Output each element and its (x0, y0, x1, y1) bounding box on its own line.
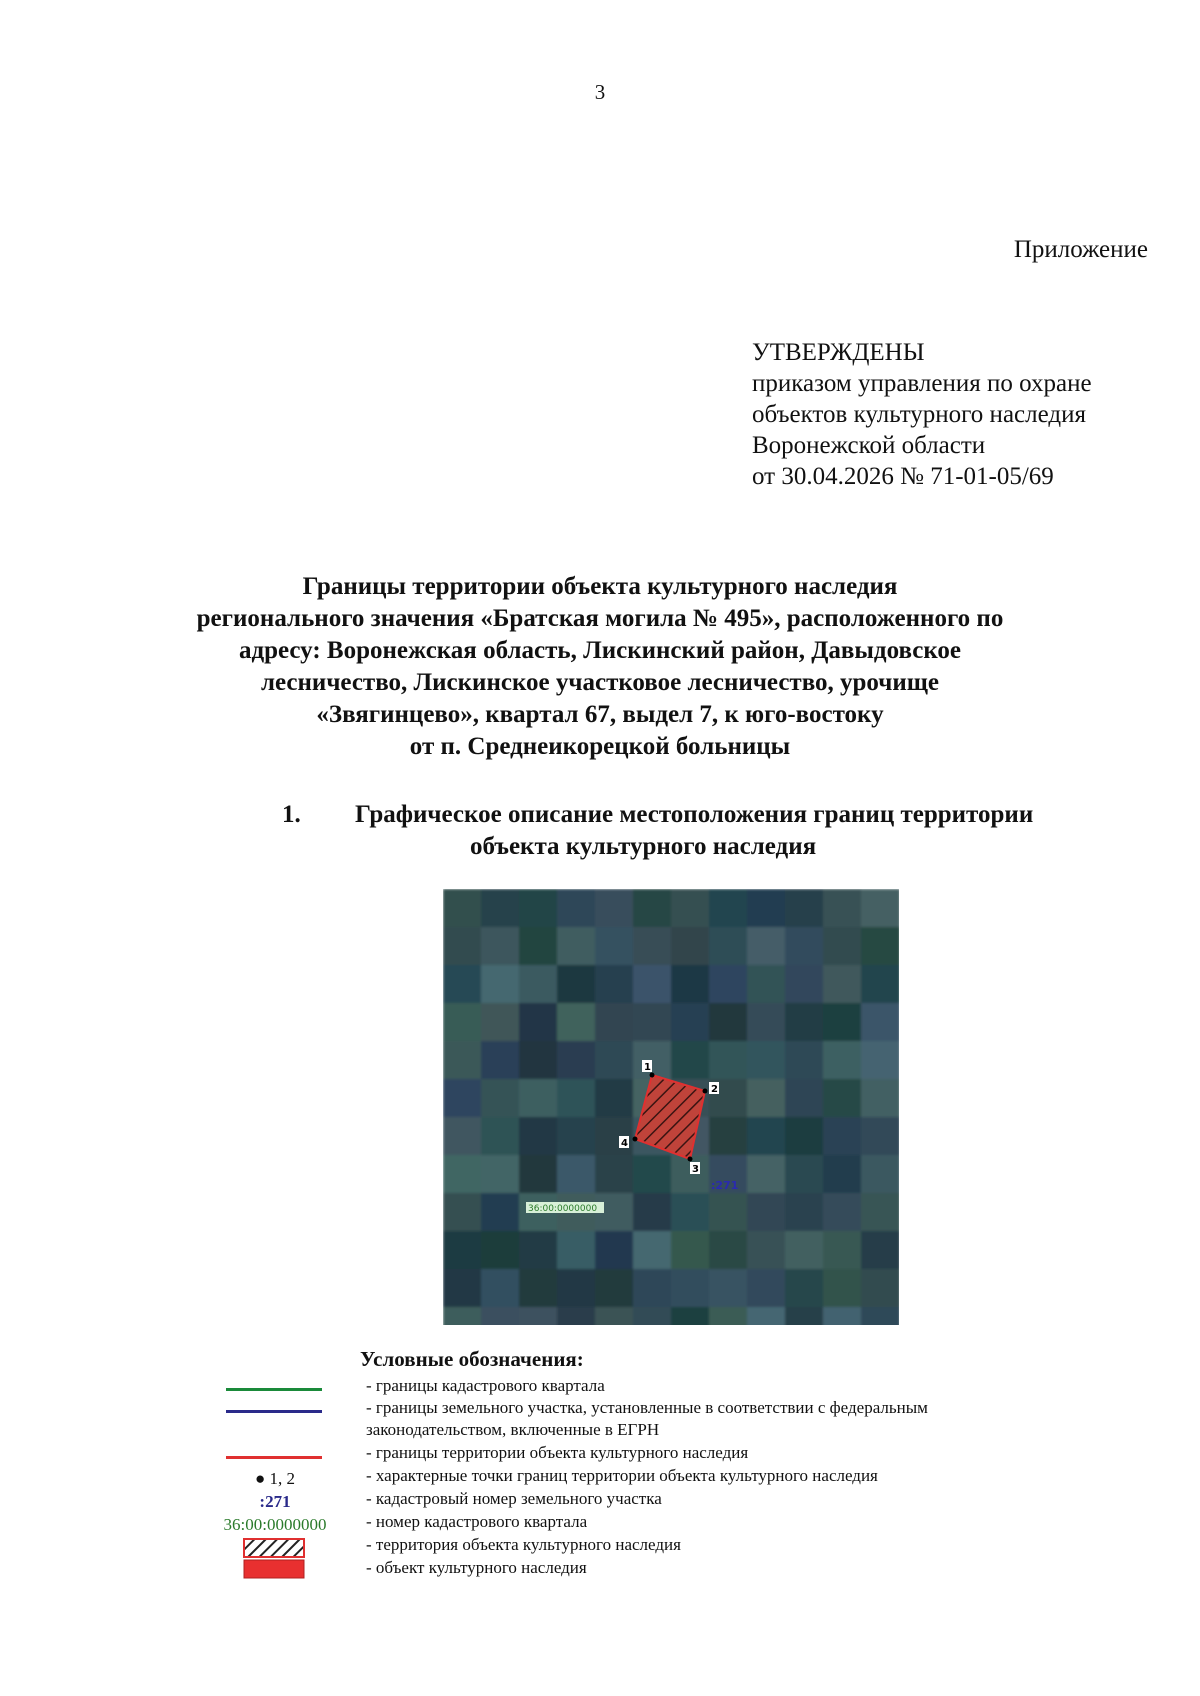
point-symbol: ● 1, 2 (254, 1469, 296, 1488)
imagery-tile (785, 1269, 824, 1308)
title-line: регионального значения «Братская могила № 495», расположенного по (196, 605, 1004, 632)
imagery-tile (823, 1041, 862, 1080)
imagery-tile (557, 965, 596, 1004)
imagery-tile (595, 1307, 634, 1325)
imagery-tile (747, 1003, 786, 1042)
imagery-tile (861, 965, 899, 1004)
imagery-tile (671, 889, 710, 928)
imagery-tile (595, 965, 634, 1004)
point-label-3: 3 (692, 1164, 699, 1175)
imagery-tile (557, 927, 596, 966)
point-label-2: 2 (711, 1084, 718, 1095)
heritage-boundary-symbol (226, 1456, 322, 1459)
point-label-4: 4 (621, 1138, 628, 1149)
imagery-tile (595, 1231, 634, 1270)
approval-line: объектов культурного наследия (752, 401, 1086, 428)
imagery-tile (823, 889, 862, 928)
imagery-tile (785, 927, 824, 966)
imagery-tile (595, 1079, 634, 1118)
legend-title: Условные обозначения: (360, 1347, 584, 1371)
parcel-number-symbol: :271 (259, 1492, 291, 1511)
imagery-tile (861, 1231, 899, 1270)
imagery-tile (785, 1231, 824, 1270)
section-title-continued: объекта культурного наследия (470, 833, 817, 860)
imagery-tile (861, 1041, 899, 1080)
section-title: Графическое описание местоположения границ территории (355, 801, 1034, 828)
imagery-tile (747, 927, 786, 966)
imagery-tile (633, 1003, 672, 1042)
imagery-tile (519, 1079, 558, 1118)
imagery-tile (519, 1307, 558, 1325)
imagery-tile (709, 927, 748, 966)
imagery-tile (633, 889, 672, 928)
title-line: адресу: Воронежская область, Лискинский район, Давыдовское (238, 637, 962, 664)
imagery-tile (785, 1307, 824, 1325)
imagery-tile (671, 927, 710, 966)
approval-heading: УТВЕРЖДЕНЫ (752, 339, 925, 366)
imagery-tile (785, 1117, 824, 1156)
legend-item: - границы территории объекта культурного наследия (366, 1443, 749, 1462)
satellite-map (443, 889, 899, 1325)
imagery-tile (443, 1193, 482, 1232)
imagery-tile (443, 1041, 482, 1080)
imagery-tile (633, 1193, 672, 1232)
map-canvas (443, 889, 899, 1325)
imagery-tile (785, 889, 824, 928)
imagery-tile (481, 889, 520, 928)
imagery-tile (633, 1231, 672, 1270)
imagery-tile (671, 1231, 710, 1270)
imagery-tile (481, 1003, 520, 1042)
imagery-tile (557, 1003, 596, 1042)
parcel-boundary-symbol (226, 1410, 322, 1413)
document-title (150, 571, 1050, 763)
imagery-tile (557, 1269, 596, 1308)
quarter-number-symbol: 36:00:0000000 (223, 1515, 327, 1534)
imagery-tile (557, 889, 596, 928)
boundary-point (688, 1157, 693, 1162)
legend-item: - объект культурного наследия (366, 1558, 587, 1577)
imagery-tile (747, 1117, 786, 1156)
imagery-tile (481, 1079, 520, 1118)
imagery-tile (747, 1041, 786, 1080)
imagery-tile (519, 1155, 558, 1194)
imagery-tile (671, 1193, 710, 1232)
imagery-tile (709, 1231, 748, 1270)
imagery-tile (823, 927, 862, 966)
imagery-tile (633, 1269, 672, 1308)
imagery-tile (785, 1003, 824, 1042)
imagery-tile (709, 889, 748, 928)
imagery-tile (443, 1117, 482, 1156)
territory-hatch-symbol (244, 1539, 304, 1557)
imagery-tile (557, 1117, 596, 1156)
imagery-tile (443, 1079, 482, 1118)
imagery-tile (709, 1193, 748, 1232)
imagery-tile (519, 1003, 558, 1042)
imagery-tile (709, 1117, 748, 1156)
imagery-tile (823, 1155, 862, 1194)
imagery-tile (861, 927, 899, 966)
quarter-boundary-symbol (226, 1388, 322, 1391)
imagery-tile (519, 1269, 558, 1308)
imagery-tile (861, 1117, 899, 1156)
imagery-tile (785, 1079, 824, 1118)
boundary-point (703, 1089, 708, 1094)
imagery-tile (595, 1155, 634, 1194)
heritage-symbols (243, 1538, 305, 1580)
imagery-tile (481, 965, 520, 1004)
point-label-1: 1 (644, 1062, 651, 1073)
imagery-tile (823, 1307, 862, 1325)
imagery-tile (709, 1041, 748, 1080)
imagery-tile (481, 1155, 520, 1194)
legend-item: - границы земельного участка, установленные в соответствии с федеральным (366, 1398, 928, 1417)
imagery-tile (861, 889, 899, 928)
imagery-tile (443, 1231, 482, 1270)
section-number: 1. (282, 801, 301, 828)
imagery-tile (519, 1117, 558, 1156)
imagery-tile (709, 1003, 748, 1042)
approval-line: Воронежской области (752, 432, 986, 459)
imagery-tile (671, 1269, 710, 1308)
imagery-tile (595, 1041, 634, 1080)
imagery-tile (747, 1269, 786, 1308)
imagery-tile (519, 1041, 558, 1080)
imagery-tile (595, 927, 634, 966)
imagery-tile (823, 1079, 862, 1118)
imagery-tile (861, 1003, 899, 1042)
imagery-tile (443, 889, 482, 928)
imagery-tile (671, 1003, 710, 1042)
imagery-tile (481, 927, 520, 966)
imagery-tile (861, 1307, 899, 1325)
imagery-tile (443, 1269, 482, 1308)
imagery-tile (747, 1155, 786, 1194)
approval-block (752, 337, 1092, 492)
imagery-tile (861, 1193, 899, 1232)
imagery-tile (785, 1155, 824, 1194)
imagery-tile (747, 1193, 786, 1232)
imagery-tile (595, 1003, 634, 1042)
approval-date-number: от 30.04.2026 № 71-01-05/69 (752, 463, 1054, 490)
boundary-point (633, 1137, 638, 1142)
imagery-tile (557, 1079, 596, 1118)
imagery-tile (671, 965, 710, 1004)
title-line: от п. Среднеикорецкой больницы (409, 733, 791, 760)
imagery-tile (519, 889, 558, 928)
imagery-tile (481, 1041, 520, 1080)
page-number: 3 (594, 80, 606, 104)
quarter-number: 36:00:0000000 (528, 1204, 598, 1214)
imagery-tile (747, 1231, 786, 1270)
appendix-label: Приложение (1013, 236, 1148, 263)
imagery-tile (747, 965, 786, 1004)
imagery-tile (823, 1003, 862, 1042)
imagery-tile (671, 1307, 710, 1325)
imagery-tile (481, 1193, 520, 1232)
legend-item: законодательством, включенные в ЕГРН (366, 1420, 660, 1439)
imagery-tile (595, 1269, 634, 1308)
imagery-tile (671, 1041, 710, 1080)
title-line: «Звягинцево», квартал 67, выдел 7, к юго-востоку (316, 701, 884, 728)
imagery-tile (785, 1041, 824, 1080)
imagery-tile (709, 965, 748, 1004)
imagery-tile (519, 1231, 558, 1270)
imagery-tile (633, 927, 672, 966)
imagery-tile (823, 1269, 862, 1308)
imagery-tile (633, 965, 672, 1004)
legend-item: - номер кадастрового квартала (366, 1512, 588, 1531)
imagery-tile (519, 965, 558, 1004)
imagery-tile (709, 1269, 748, 1308)
imagery-tile (747, 889, 786, 928)
imagery-tile (747, 1079, 786, 1118)
imagery-tile (557, 1231, 596, 1270)
boundary-point (650, 1073, 655, 1078)
imagery-tile (823, 965, 862, 1004)
point-dot-icon: ● (254, 1469, 270, 1488)
imagery-tile (633, 1155, 672, 1194)
imagery-tile (823, 1231, 862, 1270)
parcel-number: :271 (711, 1179, 739, 1192)
title-line: лесничество, Лискинское участковое лесничество, урочище (260, 669, 939, 696)
heritage-object-symbol (244, 1560, 304, 1578)
imagery-tile (823, 1117, 862, 1156)
imagery-tile (557, 1307, 596, 1325)
title-line: Границы территории объекта культурного наследия (302, 573, 898, 600)
imagery-tile (785, 1193, 824, 1232)
imagery-tile (861, 1269, 899, 1308)
imagery-tile (443, 1155, 482, 1194)
imagery-tile (633, 1307, 672, 1325)
imagery-tile (595, 889, 634, 928)
imagery-tile (557, 1155, 596, 1194)
legend-item: - территория объекта культурного наследия (366, 1535, 681, 1554)
approval-line: приказом управления по охране (752, 370, 1092, 397)
imagery-tile (785, 965, 824, 1004)
imagery-tile (557, 1041, 596, 1080)
imagery-tile (481, 1117, 520, 1156)
imagery-tile (443, 1003, 482, 1042)
imagery-tile (861, 1155, 899, 1194)
imagery-tile (747, 1307, 786, 1325)
legend-item: - кадастровый номер земельного участка (366, 1489, 662, 1508)
imagery-tile (481, 1231, 520, 1270)
imagery-tile (709, 1307, 748, 1325)
imagery-tile (481, 1307, 520, 1325)
imagery-tile (823, 1193, 862, 1232)
imagery-tile (443, 1307, 482, 1325)
imagery-tile (861, 1079, 899, 1118)
imagery-tile (443, 965, 482, 1004)
imagery-tile (443, 927, 482, 966)
imagery-tile (519, 927, 558, 966)
legend-item: - границы кадастрового квартала (366, 1376, 605, 1395)
legend-item: - характерные точки границ территории объекта культурного наследия (366, 1466, 878, 1485)
imagery-tile (481, 1269, 520, 1308)
